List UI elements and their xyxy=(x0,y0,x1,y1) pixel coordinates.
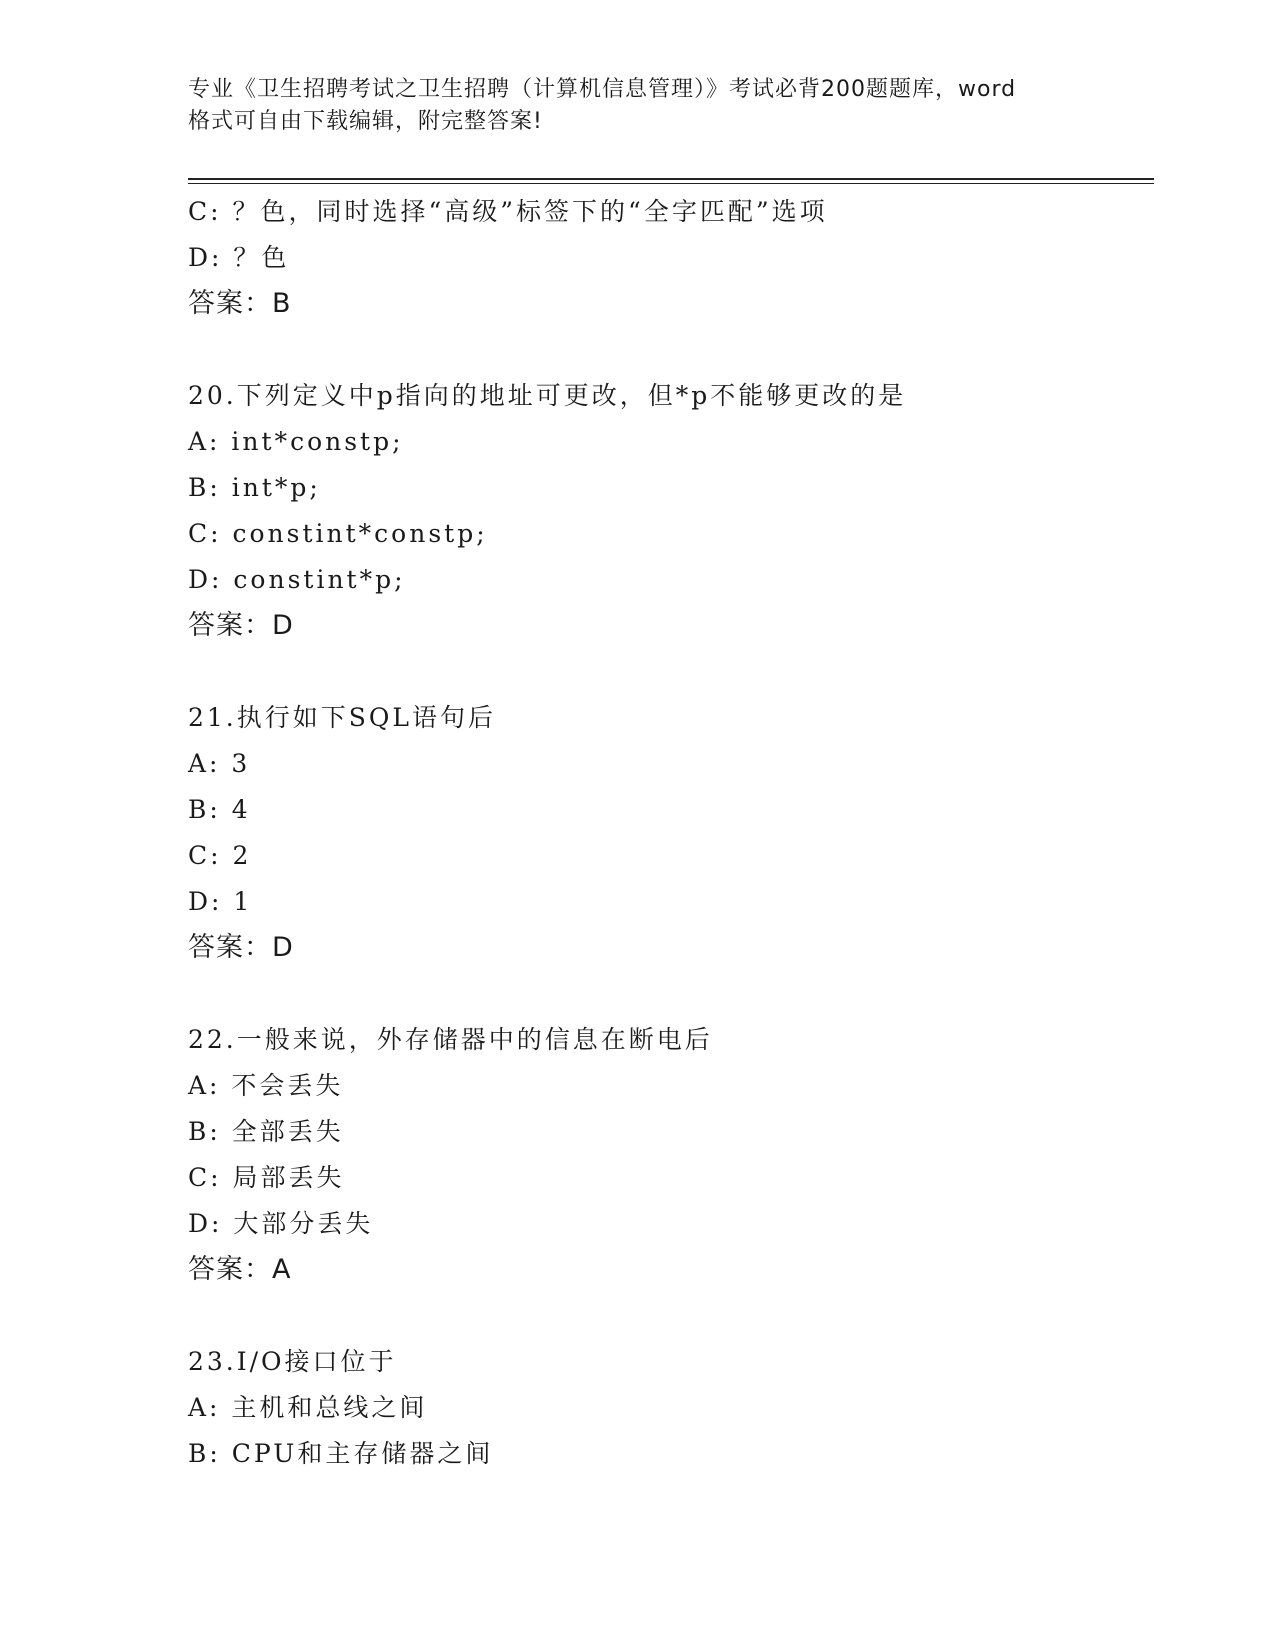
option-a: A: 3 xyxy=(188,749,251,778)
spacer xyxy=(188,649,1148,695)
header-divider-thin xyxy=(188,183,1154,184)
question-21-block xyxy=(188,695,1148,971)
option-a: A: 主机和总线之间 xyxy=(188,1393,428,1422)
answer-line: 答案：D xyxy=(188,610,294,641)
answer-line: 答案：D xyxy=(188,932,294,963)
answer-line: 答案：B xyxy=(188,288,292,319)
option-d: D: constint*p; xyxy=(188,565,406,594)
question-19-block xyxy=(188,189,1148,327)
option-b: B: 4 xyxy=(188,795,251,824)
spacer xyxy=(188,327,1148,373)
option-c: C: 2 xyxy=(188,841,252,870)
answer-line: 答案：A xyxy=(188,1254,292,1285)
option-d: D: ？色 xyxy=(188,243,290,272)
option-b: B: int*p; xyxy=(188,473,321,502)
header-line-2: 格式可自由下载编辑，附完整答案! xyxy=(188,109,543,134)
option-a: A: 不会丢失 xyxy=(188,1071,344,1100)
spacer xyxy=(188,1293,1148,1339)
question-text: 21.执行如下SQL语句后 xyxy=(188,703,496,732)
option-c: C: 局部丢失 xyxy=(188,1163,345,1192)
option-d: D: 大部分丢失 xyxy=(188,1209,374,1238)
document-header xyxy=(188,74,1088,138)
option-b: B: 全部丢失 xyxy=(188,1117,344,1146)
option-c: C: ？色，同时选择“高级”标签下的“全字匹配”选项 xyxy=(188,197,828,226)
question-text: 22.一般来说，外存储器中的信息在断电后 xyxy=(188,1025,713,1054)
option-b: B: CPU和主存储器之间 xyxy=(188,1439,494,1468)
question-text: 20.下列定义中p指向的地址可更改，但*p不能够更改的是 xyxy=(188,381,907,410)
header-divider-thick xyxy=(188,178,1154,180)
header-line-1: 专业《卫生招聘考试之卫生招聘（计算机信息管理）》考试必背200题题库，word xyxy=(188,77,1017,102)
question-20-block xyxy=(188,373,1148,649)
question-text: 23.I/O接口位于 xyxy=(188,1347,397,1376)
option-a: A: int*constp; xyxy=(188,427,404,456)
question-22-block xyxy=(188,1017,1148,1293)
option-c: C: constint*constp; xyxy=(188,519,488,548)
spacer xyxy=(188,971,1148,1017)
question-23-block xyxy=(188,1339,1148,1477)
option-d: D: 1 xyxy=(188,887,253,916)
question-content xyxy=(188,189,1148,1477)
